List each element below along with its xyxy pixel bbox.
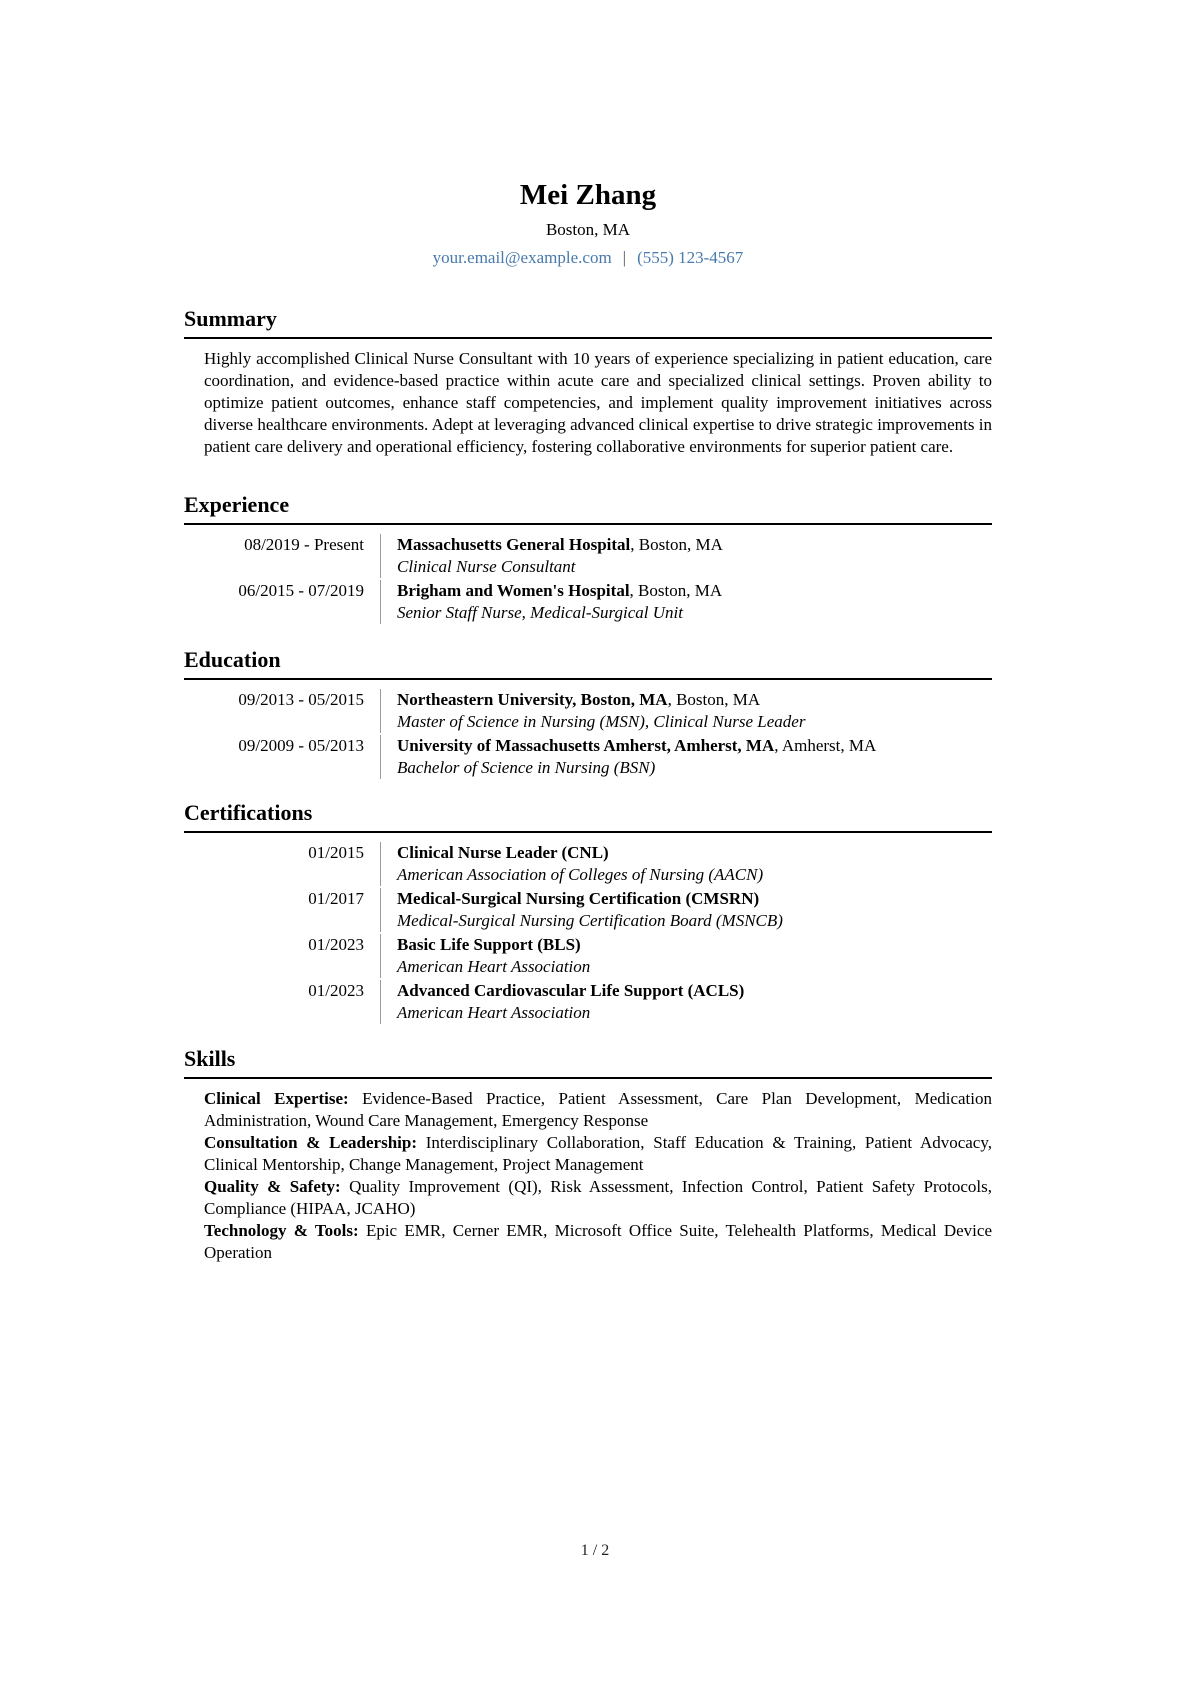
phone-link[interactable]: (555) 123-4567 [637, 248, 744, 267]
section-certifications [184, 799, 992, 1024]
entry-details [380, 842, 992, 886]
institution-name: Northeastern University, Boston, MA [397, 690, 668, 709]
experience-entry [204, 534, 992, 578]
contact-separator: | [622, 248, 627, 267]
entry-details [380, 689, 992, 733]
certification-issuer: American Heart Association [397, 1003, 591, 1022]
certification-entry [204, 934, 992, 978]
section-title-experience: Experience [184, 491, 992, 525]
entry-details [380, 534, 992, 578]
certification-name: Clinical Nurse Leader (CNL) [397, 843, 609, 862]
name: Mei Zhang [519, 179, 657, 211]
skill-category [204, 1088, 992, 1132]
entry-institution [397, 689, 992, 711]
entry-dates: 08/2019 - Present [244, 535, 364, 554]
resume-page [184, 0, 992, 1264]
entry-institution [397, 735, 992, 757]
certification-entry [204, 842, 992, 886]
section-title-education: Education [184, 646, 992, 680]
education-entry [204, 689, 992, 733]
section-skills [184, 1045, 992, 1264]
certification-issuer: American Heart Association [397, 957, 591, 976]
skill-label: Consultation & Leadership: [204, 1133, 417, 1152]
entry-role: Senior Staff Nurse, Medical-Surgical Unit [397, 603, 683, 622]
summary-text: Highly accomplished Clinical Nurse Consultant with 10 years of experience specializing in patient education, care coordination, and evidence-based practice within acute care and specialized clinical settings. Proven ability to optimize patient outcomes, enhance staff competencies, and implement quality improvement initiatives across diverse healthcare environments. Adept at leveraging advanced clinical expertise to drive strategic improvements in patient care delivery and operational efficiency, fostering collaborative environments for superior patient care. [204, 349, 992, 456]
entry-degree: Bachelor of Science in Nursing (BSN) [397, 758, 656, 777]
entry-details [380, 580, 992, 624]
entry-degree: Master of Science in Nursing (MSN), Clinical Nurse Leader [397, 712, 806, 731]
institution-location: , Amherst, MA [774, 736, 877, 755]
education-entry [204, 735, 992, 779]
certification-name: Advanced Cardiovascular Life Support (ACLS) [397, 981, 745, 1000]
contact-line [184, 247, 992, 268]
skill-list: Quality Improvement (QI), Risk Assessment, Infection Control, Patient Safety Protocols, Compliance (HIPAA, JCAHO) [204, 1177, 993, 1218]
skill-list: Interdisciplinary Collaboration, Staff Education & Training, Patient Advocacy, Clinical Mentorship, Change Management, Project Management [204, 1133, 993, 1174]
certification-name: Medical-Surgical Nursing Certification (CMSRN) [397, 889, 760, 908]
institution-name: University of Massachusetts Amherst, Amherst, MA [397, 736, 775, 755]
skill-label: Clinical Expertise: [204, 1089, 349, 1108]
skill-label: Quality & Safety: [204, 1177, 341, 1196]
experience-entry [204, 580, 992, 624]
resume-header [184, 178, 992, 268]
section-title-certifications: Certifications [184, 799, 992, 833]
certification-name: Basic Life Support (BLS) [397, 935, 581, 954]
entry-dates: 06/2015 - 07/2019 [238, 581, 364, 600]
skill-category [204, 1176, 992, 1220]
section-title-summary: Summary [184, 305, 992, 339]
certification-issuer: American Association of Colleges of Nursing (AACN) [397, 865, 764, 884]
section-title-skills: Skills [184, 1045, 992, 1079]
page-number: 1 / 2 [580, 1542, 610, 1559]
entry-dates: 09/2009 - 05/2013 [238, 736, 364, 755]
entry-dates: 01/2023 [308, 981, 364, 1000]
entry-role: Clinical Nurse Consultant [397, 557, 576, 576]
skill-list: Epic EMR, Cerner EMR, Microsoft Office Suite, Telehealth Platforms, Medical Device Operation [204, 1221, 992, 1262]
certification-entry [204, 980, 992, 1024]
section-education [184, 646, 992, 779]
entry-details [380, 888, 992, 932]
institution-location: , Boston, MA [667, 690, 761, 709]
certification-issuer: Medical-Surgical Nursing Certification Board (MSNCB) [397, 911, 783, 930]
skill-list: Evidence-Based Practice, Patient Assessment, Care Plan Development, Medication Administration, Wound Care Management, Emergency Response [204, 1089, 992, 1130]
organization-name: Brigham and Women's Hospital [397, 581, 630, 600]
entry-dates: 01/2023 [308, 935, 364, 954]
entry-dates: 01/2017 [308, 889, 364, 908]
entry-organization [397, 534, 992, 556]
location: Boston, MA [545, 220, 631, 239]
entry-dates: 01/2015 [308, 843, 364, 862]
organization-location: , Boston, MA [630, 535, 723, 554]
section-summary [184, 305, 992, 458]
email-link[interactable]: your.email@example.com [432, 248, 612, 267]
entry-details [380, 934, 992, 978]
skill-category [204, 1132, 992, 1176]
entry-dates: 09/2013 - 05/2015 [238, 690, 364, 709]
entry-details [380, 735, 992, 779]
skill-label: Technology & Tools: [204, 1221, 359, 1240]
certification-entry [204, 888, 992, 932]
skill-category [204, 1220, 992, 1264]
organization-name: Massachusetts General Hospital [397, 535, 631, 554]
organization-location: , Boston, MA [629, 581, 723, 600]
entry-organization [397, 580, 992, 602]
entry-details [380, 980, 992, 1024]
section-experience [184, 491, 992, 624]
